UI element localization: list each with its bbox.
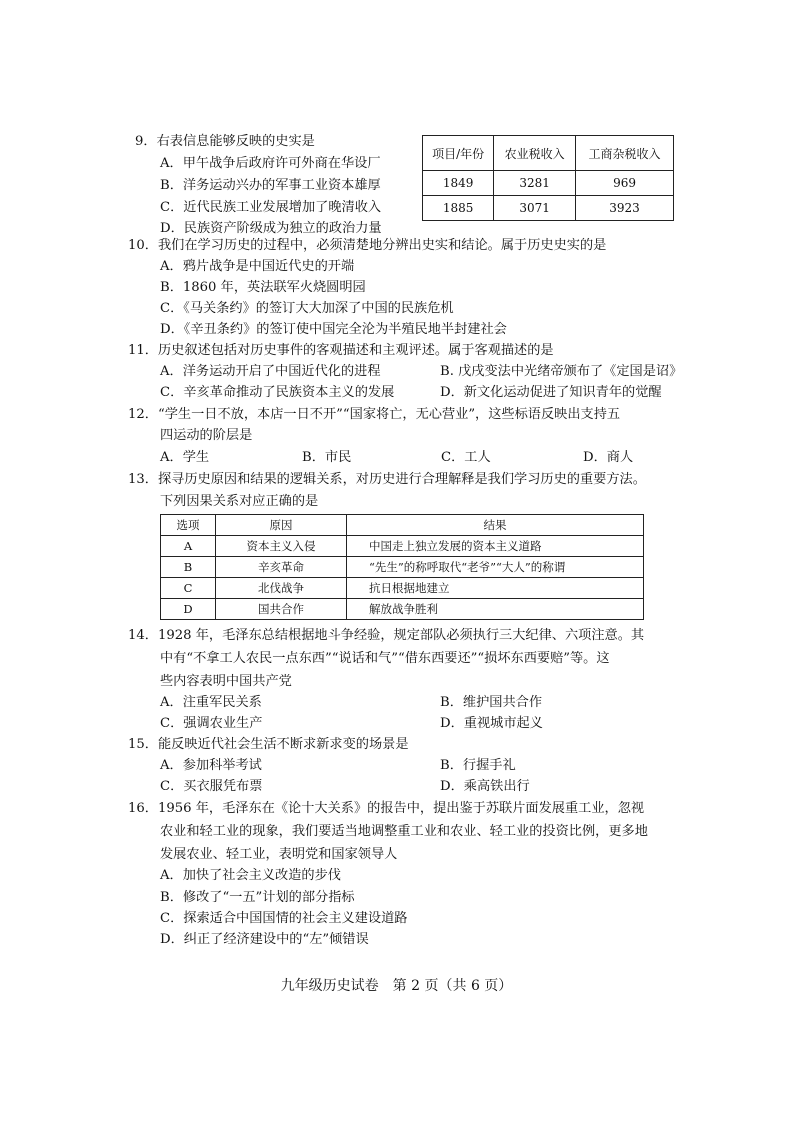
q9-table — [422, 135, 674, 221]
q14-stem-line1: 14．1928 年，毛泽东总结根据地斗争经验，规定部队必须执行三大纪律、六项注意。其 — [128, 628, 645, 643]
q9-table-cell: 3923 — [576, 196, 674, 221]
q12-option-c[interactable]: C．工人 — [441, 450, 491, 465]
q9-option-a[interactable]: A．甲午战争后政府许可外商在华设厂 — [160, 156, 381, 171]
q13-table-header: 原因 — [216, 515, 347, 536]
q13-table-header: 选项 — [161, 515, 216, 536]
q9-table-cell: 3281 — [494, 171, 576, 196]
q9-table-cell: 3071 — [494, 196, 576, 221]
q12-option-b[interactable]: B．市民 — [302, 450, 352, 465]
q14-option-b[interactable]: B．维护国共合作 — [440, 695, 543, 710]
q10-option-c[interactable]: C．《马关条约》的签订大大加深了中国的民族危机 — [160, 301, 454, 316]
q14-option-d[interactable]: D．重视城市起义 — [440, 716, 543, 731]
q13-table-cell: C — [161, 578, 216, 599]
q9-stem: 9．右表信息能够反映的史实是 — [135, 134, 315, 149]
q12-option-d[interactable]: D．商人 — [583, 450, 634, 465]
q14-stem-line3: 些内容表明中国共产党 — [160, 674, 292, 689]
q10-option-a[interactable]: A．鸦片战争是中国近代史的开端 — [160, 259, 355, 274]
q13-table-cell: 北伐战争 — [216, 578, 347, 599]
q13-table-cell: 解放战争胜利 — [347, 599, 644, 620]
q12-option-a[interactable]: A．学生 — [160, 450, 210, 465]
q11-option-c[interactable]: C．辛亥革命推动了民族资本主义的发展 — [160, 385, 395, 400]
q13-stem-line1: 13．探寻历史原因和结果的逻辑关系，对历史进行合理解释是我们学习历史的重要方法。 — [128, 472, 646, 487]
q9-table-header: 农业税收入 — [494, 136, 576, 171]
q14-option-c[interactable]: C．强调农业生产 — [160, 716, 263, 731]
q12-stem-line2: 四运动的阶层是 — [160, 428, 253, 443]
q13-table — [160, 514, 644, 620]
q13-table-cell: 国共合作 — [216, 599, 347, 620]
q9-option-b[interactable]: B．洋务运动兴办的军事工业资本雄厚 — [160, 178, 381, 193]
q16-option-b[interactable]: B．修改了“一五”计划的部分指标 — [160, 890, 355, 905]
q16-stem-line2: 农业和轻工业的现象，我们要适当地调整重工业和农业、轻工业的投资比例，更多地 — [160, 824, 648, 839]
q15-option-b[interactable]: B．行握手礼 — [440, 758, 516, 773]
q13-table-cell: 资本主义入侵 — [216, 536, 347, 557]
q13-table-header: 结果 — [347, 515, 644, 536]
q10-option-d[interactable]: D．《辛丑条约》的签订使中国完全沦为半殖民地半封建社会 — [160, 322, 507, 337]
q14-stem-line2: 中有“不拿工人农民一点东西”“说话和气”“借东西要还”“损坏东西要赔”等。这 — [160, 651, 610, 666]
q11-option-a[interactable]: A．洋务运动开启了中国近代化的进程 — [160, 364, 381, 379]
q15-stem: 15．能反映近代社会生活不断求新求变的场景是 — [128, 737, 409, 752]
q16-option-d[interactable]: D．纠正了经济建设中的“左”倾错误 — [160, 932, 369, 947]
q13-table-cell: A — [161, 536, 216, 557]
q9-option-c[interactable]: C．近代民族工业发展增加了晚清收入 — [160, 200, 382, 215]
q15-option-c[interactable]: C．买衣服凭布票 — [160, 779, 263, 794]
q13-table-cell: 中国走上独立发展的资本主义道路 — [347, 536, 644, 557]
q10-stem: 10．我们在学习历史的过程中，必须清楚地分辨出史实和结论。属于历史史实的是 — [128, 238, 607, 253]
q11-option-d[interactable]: D．新文化运动促进了知识青年的觉醒 — [440, 385, 662, 400]
q9-table-header: 项目/年份 — [423, 136, 494, 171]
q12-stem-line1: 12．“学生一日不放，本店一日不开”“国家将亡，无心营业”，这些标语反映出支持五 — [128, 407, 621, 422]
q16-stem-line1: 16．1956 年，毛泽东在《论十大关系》的报告中，提出鉴于苏联片面发展重工业，忽视 — [128, 801, 645, 816]
q15-option-d[interactable]: D．乘高铁出行 — [440, 779, 530, 794]
q9-table-header: 工商杂税收入 — [576, 136, 674, 171]
q9-table-cell: 969 — [576, 171, 674, 196]
q16-stem-line3: 发展农业、轻工业，表明党和国家领导人 — [160, 847, 398, 862]
q13-table-cell: 辛亥革命 — [216, 557, 347, 578]
page-footer: 九年级历史试卷 第 2 页（共 6 页） — [280, 978, 513, 994]
q11-stem: 11．历史叙述包括对历史事件的客观描述和主观评述。属于客观描述的是 — [128, 343, 554, 358]
q9-table-cell: 1849 — [423, 171, 494, 196]
q13-table-cell: D — [161, 599, 216, 620]
q15-option-a[interactable]: A．参加科举考试 — [160, 758, 262, 773]
q9-option-d[interactable]: D．民族资产阶级成为独立的政治力量 — [160, 221, 382, 236]
q16-option-a[interactable]: A．加快了社会主义改造的步伐 — [160, 868, 341, 883]
q13-table-cell: 抗日根据地建立 — [347, 578, 644, 599]
q10-option-b[interactable]: B．1860 年，英法联军火烧圆明园 — [160, 280, 366, 295]
q14-option-a[interactable]: A．注重军民关系 — [160, 695, 262, 710]
q13-stem-line2: 下列因果关系对应正确的是 — [160, 494, 319, 509]
q16-option-c[interactable]: C．探索适合中国国情的社会主义建设道路 — [160, 911, 408, 926]
q13-table-cell: B — [161, 557, 216, 578]
q9-table-cell: 1885 — [423, 196, 494, 221]
q11-option-b[interactable]: B. 戊戌变法中光绪帝颁布了《定国是诏》 — [440, 364, 683, 379]
q13-table-cell: “先生”的称呼取代“老爷”“大人”的称谓 — [347, 557, 644, 578]
